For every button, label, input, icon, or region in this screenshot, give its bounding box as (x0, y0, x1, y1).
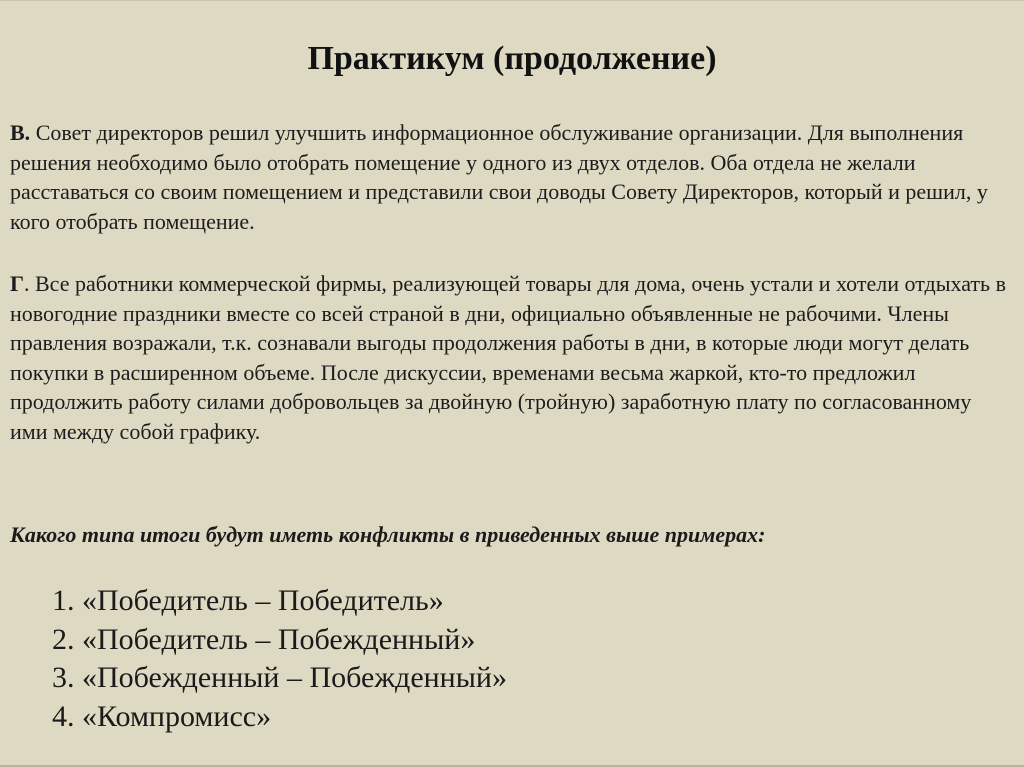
paragraph-b-letter: В. (10, 120, 31, 145)
option-item: 3. «Побежденный – Побежденный» (52, 661, 507, 694)
paragraph-b (10, 118, 1010, 236)
paragraph-b-text: Совет директоров решил улучшить информационное обслуживание организации. Для выполнения решения необходимо было отобрать помещение у одного из двух отделов. Оба отдела не желали расставаться со своим помещением и представили свои доводы Совету Директоров, который и решил, у кого отобрать помещение. (10, 120, 988, 234)
paragraph-g (10, 269, 1010, 446)
question: Какого типа итоги будут иметь конфликты в приведенных выше примерах: (10, 522, 766, 547)
option-item: 2. «Победитель – Побежденный» (52, 622, 476, 656)
option-item: 4. «Компромисс» (52, 699, 272, 733)
option-item: 1. «Победитель – Победитель» (52, 584, 444, 617)
paragraph-g-letter: Г (10, 271, 24, 296)
options-list (52, 582, 507, 736)
paragraph-g-text: . Все работники коммерческой фирмы, реализующей товары для дома, очень устали и хотели отдыхать в новогодние праздники вместе со всей страной в дни, официально объявленные не рабочими. Члены правления возражали, т.к. сознавали выгоды продолжения работы в дни, в которые люди могут делать покупки в расширенном объеме. После дискуссии, временами весьма жаркой, кто-то предложил продолжить работу силами добровольцев за двойную (тройную) заработную плату по согласованному ими между собой графику. (10, 271, 1006, 444)
slide-title: Практикум (продолжение) (307, 40, 717, 77)
